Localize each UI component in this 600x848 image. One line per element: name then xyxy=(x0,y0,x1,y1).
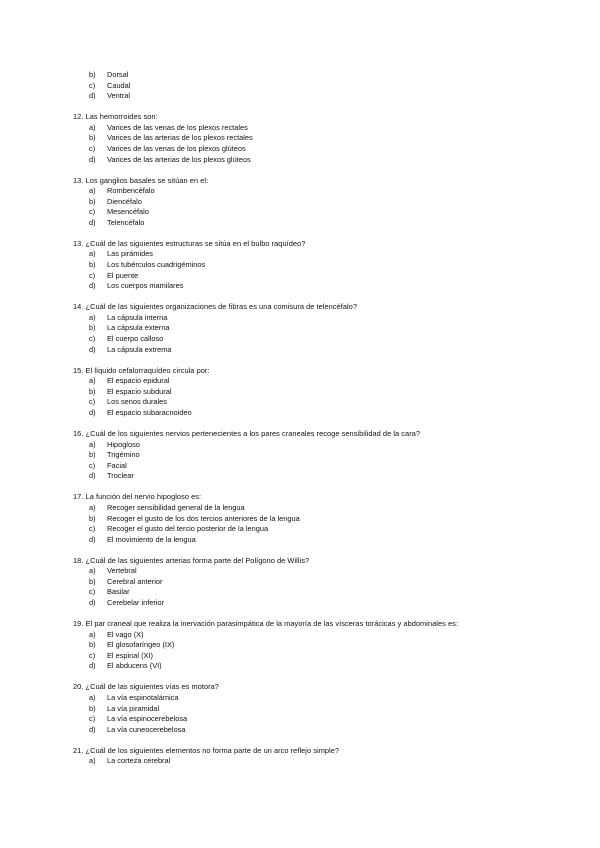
option-letter: c) xyxy=(89,207,96,217)
option-text: La vía espinotalámica xyxy=(107,693,179,702)
option-text: Las pirámides xyxy=(107,249,154,259)
question-text xyxy=(0,492,600,503)
option-letter: a) xyxy=(89,566,96,576)
option-text: Los tubérculos cuadrigéminos xyxy=(107,260,206,270)
option-text: La vía espinocerebelosa xyxy=(107,714,188,724)
question-text xyxy=(0,746,600,757)
option-text: La corteza cerebral xyxy=(107,756,171,766)
question-number: 12. xyxy=(73,112,84,122)
question-text xyxy=(0,239,600,250)
option-text: Troclear xyxy=(107,471,134,481)
option-letter: a) xyxy=(89,186,96,196)
question-text xyxy=(0,682,600,693)
option-letter: d) xyxy=(89,217,96,227)
option-letter: b) xyxy=(89,576,96,586)
question-block xyxy=(0,556,600,609)
question-number: 21. xyxy=(73,745,84,755)
answer-option xyxy=(0,693,600,704)
answer-option xyxy=(0,197,600,208)
option-letter: d) xyxy=(89,344,96,354)
answer-option xyxy=(0,450,600,461)
answer-option xyxy=(0,704,600,715)
option-text: Facial xyxy=(107,460,127,470)
option-letter: a) xyxy=(89,502,96,512)
option-text: Varices de las venas de los plexos glúteos xyxy=(107,143,246,153)
question-statement: ¿Cuál de los siguientes elementos no forma parte de un arco reflejo simple? xyxy=(85,745,340,755)
question-block xyxy=(0,239,600,292)
option-text: El cuerpo calloso xyxy=(107,334,164,344)
question-statement: ¿Cuál de las siguientes arterias forma parte del Polígono de Willis? xyxy=(85,555,310,565)
question-block xyxy=(0,619,600,672)
option-letter: a) xyxy=(89,693,96,702)
option-text: Recoger el gusto de los dos tercios anteriores de la lengua xyxy=(107,513,300,523)
answer-option xyxy=(0,260,600,271)
option-text: El espacio subaracnoideo xyxy=(107,407,192,417)
answer-option xyxy=(0,133,600,144)
option-text: Varices de las venas de los plexos rectales xyxy=(107,122,248,132)
answer-option xyxy=(0,440,600,451)
question-text xyxy=(0,366,600,377)
question-block xyxy=(0,746,600,767)
option-letter: c) xyxy=(89,587,96,597)
option-letter: b) xyxy=(89,386,96,396)
question-statement: Los ganglios basales se sitúan en el: xyxy=(85,175,209,185)
option-text: Varices de las arterias de los plexos glúteos xyxy=(107,154,251,164)
answer-option xyxy=(0,471,600,482)
option-letter: d) xyxy=(89,154,96,164)
option-letter: a) xyxy=(89,376,96,386)
answer-option xyxy=(0,123,600,134)
question-statement: La función del nervio hipogloso es: xyxy=(85,492,202,502)
question-statement: El líquido cefalorraquídeo circula por: xyxy=(85,365,210,375)
answer-option xyxy=(0,345,600,356)
option-text: Hipogloso xyxy=(107,439,140,449)
question-number: 15. xyxy=(73,365,84,375)
option-letter: d) xyxy=(89,407,96,417)
question-statement: ¿Cuál de las siguientes estructuras se sitúa en el bulbo raquídeo? xyxy=(85,238,306,248)
option-letter: d) xyxy=(89,661,96,671)
answer-option xyxy=(0,661,600,672)
option-text: El puente xyxy=(107,270,139,280)
option-letter: a) xyxy=(89,249,96,259)
answer-option xyxy=(0,313,600,324)
answer-option xyxy=(0,70,600,81)
answer-option xyxy=(0,271,600,282)
question-number: 18. xyxy=(73,555,84,565)
option-letter: b) xyxy=(89,70,96,79)
answer-option xyxy=(0,640,600,651)
answer-option xyxy=(0,387,600,398)
answer-option xyxy=(0,461,600,472)
answer-option xyxy=(0,714,600,725)
question-text xyxy=(0,176,600,187)
question-list xyxy=(0,70,600,777)
answer-option xyxy=(0,249,600,260)
answer-option xyxy=(0,587,600,598)
question-statement: ¿Cuál de las siguientes vías es motora? xyxy=(85,682,219,692)
answer-option xyxy=(0,91,600,102)
option-text: El glosofaríngeo (IX) xyxy=(107,640,175,650)
answer-option xyxy=(0,651,600,662)
question-block xyxy=(0,112,600,165)
question-number: 20. xyxy=(73,682,84,692)
question-number: 17. xyxy=(73,492,84,502)
option-text: El vago (X) xyxy=(107,629,144,639)
question-statement: Las hemorroides son: xyxy=(85,112,158,122)
question-statement: ¿Cuál de las siguientes organizaciones de fibras es una comisura de telencéfalo? xyxy=(85,302,357,312)
option-letter: a) xyxy=(89,756,96,766)
question-block xyxy=(0,176,600,229)
answer-option xyxy=(0,524,600,535)
question-block xyxy=(0,429,600,482)
option-letter: a) xyxy=(89,312,96,322)
question-number: 13. xyxy=(73,175,84,185)
option-letter: d) xyxy=(89,724,96,734)
option-text: Trigémino xyxy=(107,450,140,460)
option-letter: b) xyxy=(89,513,96,523)
question-statement: ¿Cuál de los siguientes nervios pertenecientes a los pares craneales recoge sensibilidad de la cara? xyxy=(85,428,421,438)
question-number: 13. xyxy=(73,238,84,248)
answer-option xyxy=(0,598,600,609)
option-letter: b) xyxy=(89,133,96,143)
option-text: Basilar xyxy=(107,587,130,597)
option-text: Recoger sensibilidad general de la lengua xyxy=(107,502,245,512)
answer-option xyxy=(0,397,600,408)
answer-option xyxy=(0,144,600,155)
answer-option xyxy=(0,535,600,546)
question-number: 19. xyxy=(73,619,84,629)
question-block xyxy=(0,366,600,419)
question-text xyxy=(0,302,600,313)
question-block xyxy=(0,70,600,102)
option-text: Varices de las arterias de los plexos rectales xyxy=(107,133,253,143)
option-text: La cápsula externa xyxy=(107,323,170,333)
option-letter: c) xyxy=(89,524,96,534)
answer-option xyxy=(0,186,600,197)
question-block xyxy=(0,302,600,355)
answer-option xyxy=(0,281,600,292)
option-letter: c) xyxy=(89,80,96,90)
answer-option xyxy=(0,323,600,334)
option-text: La cápsula interna xyxy=(107,312,168,322)
option-letter: c) xyxy=(89,650,96,660)
question-block xyxy=(0,682,600,735)
option-letter: d) xyxy=(89,471,96,481)
option-text: Ventral xyxy=(107,91,131,101)
option-letter: d) xyxy=(89,281,96,291)
answer-option xyxy=(0,81,600,92)
option-text: El espinal (XI) xyxy=(107,650,154,660)
option-letter: c) xyxy=(89,143,96,153)
answer-option xyxy=(0,408,600,419)
question-text xyxy=(0,619,600,630)
answer-option xyxy=(0,756,600,767)
option-letter: d) xyxy=(89,534,96,544)
option-letter: a) xyxy=(89,439,96,449)
option-text: El espacio epidural xyxy=(107,376,170,386)
question-statement: El par craneal que realiza la inervación parasimpática de la mayoría de las vísceras torácicas y abdominales es: xyxy=(85,619,458,629)
answer-option xyxy=(0,155,600,166)
answer-option xyxy=(0,577,600,588)
answer-option xyxy=(0,514,600,525)
option-text: Los cuerpos mamilares xyxy=(107,281,184,291)
option-text: Vertebral xyxy=(107,566,137,576)
option-letter: c) xyxy=(89,460,96,470)
option-letter: b) xyxy=(89,640,96,650)
option-text: Diencéfalo xyxy=(107,196,142,206)
option-letter: d) xyxy=(89,91,96,101)
answer-option xyxy=(0,566,600,577)
option-text: Telencéfalo xyxy=(107,217,145,227)
option-letter: c) xyxy=(89,334,96,344)
answer-option xyxy=(0,503,600,514)
question-text xyxy=(0,556,600,567)
option-letter: b) xyxy=(89,260,96,270)
answer-option xyxy=(0,334,600,345)
option-letter: b) xyxy=(89,703,96,713)
answer-option xyxy=(0,725,600,736)
option-text: El abducens (VI) xyxy=(107,661,162,671)
answer-option xyxy=(0,376,600,387)
option-text: Los senos durales xyxy=(107,397,167,407)
option-text: El espacio subdural xyxy=(107,386,172,396)
option-text: Cerebral anterior xyxy=(107,576,163,586)
option-letter: c) xyxy=(89,714,96,724)
question-number: 14. xyxy=(73,302,84,312)
option-letter: b) xyxy=(89,323,96,333)
answer-option xyxy=(0,630,600,641)
question-block xyxy=(0,492,600,545)
option-text: La vía cuneocerebelosa xyxy=(107,724,186,734)
option-letter: b) xyxy=(89,450,96,460)
option-text: La vía piramidal xyxy=(107,703,160,713)
option-letter: d) xyxy=(89,598,96,608)
option-letter: c) xyxy=(89,397,96,407)
option-text: Cerebelar inferior xyxy=(107,598,165,608)
question-text xyxy=(0,429,600,440)
option-text: Caudal xyxy=(107,80,131,90)
option-text: Dorsal xyxy=(107,70,129,79)
option-text: Rombencéfalo xyxy=(107,186,155,196)
option-text: Recoger el gusto del tercio posterior de la lengua xyxy=(107,524,269,534)
question-number: 16. xyxy=(73,428,84,438)
option-letter: c) xyxy=(89,270,96,280)
option-letter: a) xyxy=(89,122,96,132)
option-text: El movimiento de la lengua xyxy=(107,534,196,544)
option-letter: b) xyxy=(89,196,96,206)
option-text: Mesencéfalo xyxy=(107,207,149,217)
question-text xyxy=(0,112,600,123)
option-text: La cápsula extrema xyxy=(107,344,172,354)
answer-option xyxy=(0,207,600,218)
answer-option xyxy=(0,218,600,229)
option-letter: a) xyxy=(89,629,96,639)
